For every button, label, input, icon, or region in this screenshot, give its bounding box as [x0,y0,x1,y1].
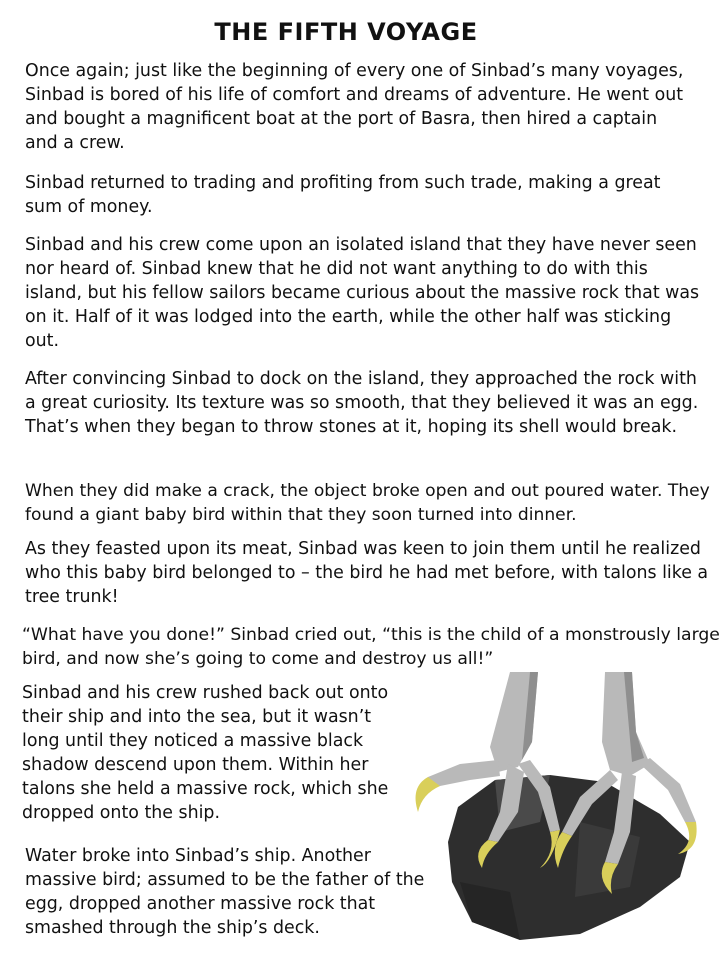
paragraph-2: Sinbad returned to trading and profiting from such trade, making a great sum of money. [25,173,661,217]
paragraph-6: As they feasted upon its meat, Sinbad was keen to join them until he realized who this baby bird belonged to – the bird he had met before, with talons like a tree trunk! [25,539,709,607]
paragraph-5: When they did make a crack, the object broke open and out poured water. They found a giant baby bird within that they soon turned into dinner. [25,481,710,525]
paragraph-8: Sinbad and his crew rushed back out onto their ship and into the sea, but it wasn’t long until they noticed a massive black shadow descend upon them. Within her talons she held a massive rock, which she dropped onto the ship. [22,683,389,823]
paragraph-7-quote: “What have you done!” Sinbad cried out, “this is the child of a monstrously large bird, and now she’s going to come and destroy us all!” [22,625,720,669]
paragraph-1: Once again; just like the beginning of every one of Sinbad’s many voyages, Sinbad is bored of his life of comfort and dreams of adventure. He went out and bought a magnificent boat at the port of Basra, then hired a captain and a crew. [25,61,684,153]
paragraph-4: After convincing Sinbad to dock on the island, they approached the rock with a great curiosity. Its texture was so smooth, that they believed it was an egg. That’s when they began to throw stones at it, hoping its shell would break. [25,369,699,437]
bird-talons-holding-rock-icon [400,672,724,960]
paragraph-9: Water broke into Sinbad’s ship. Another massive bird; assumed to be the father of the egg, dropped another massive rock that smashed through the ship’s deck. [25,846,425,938]
page-title: THE FIFTH VOYAGE [214,18,478,46]
paragraph-3: Sinbad and his crew come upon an isolated island that they have never seen nor heard of. Sinbad knew that he did not want anything to do with this island, but his fellow sailors became curious about the massive rock that was on it. Half of it was lodged into the earth, while the other half was sticking out. [25,235,700,351]
